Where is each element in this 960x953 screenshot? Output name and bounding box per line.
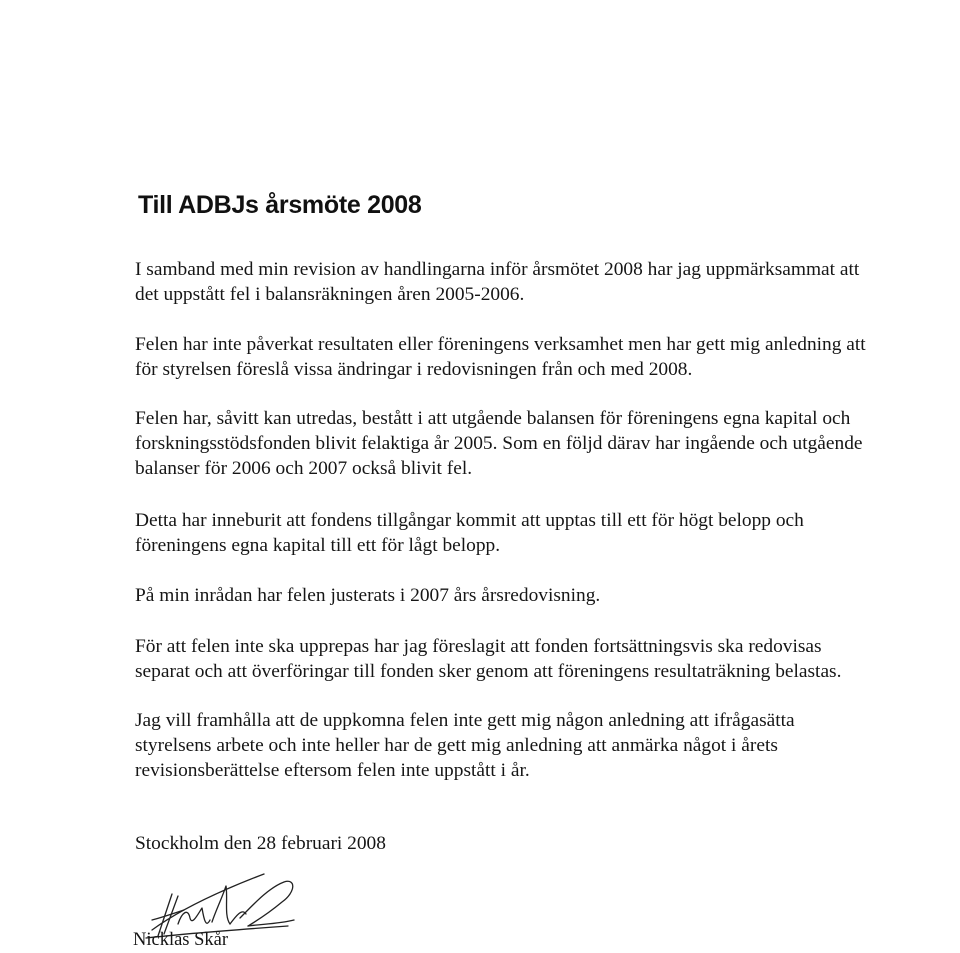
- paragraph-line: Felen har inte påverkat resultaten eller föreningens verksamhet men har gett mig anledning att: [135, 334, 866, 355]
- paragraph-line: I samband med min revision av handlingarna inför årsmötet 2008 har jag uppmärksammat att: [135, 259, 860, 280]
- paragraph-line: Detta har inneburit att fondens tillgångar kommit att upptas till ett för högt belopp och: [135, 510, 804, 531]
- paragraph-line: För att felen inte ska upprepas har jag föreslagit att fonden fortsättningsvis ska redovisas: [135, 636, 822, 657]
- paragraph-line: för styrelsen föreslå vissa ändringar i redovisningen från och med 2008.: [135, 359, 693, 380]
- paragraph-line: Felen har, såvitt kan utredas, bestått i att utgående balansen för föreningens egna kapital och: [135, 408, 851, 429]
- paragraph-line: revisionsberättelse eftersom felen inte uppstått i år.: [135, 760, 530, 781]
- paragraph-line: forskningsstödsfonden blivit felaktiga år 2005. Som en följd därav har ingående och utgående: [135, 433, 863, 454]
- paragraph-6: [135, 634, 945, 684]
- paragraph-4: [135, 508, 945, 558]
- paragraph-7: [135, 708, 945, 783]
- paragraph-line: styrelsens arbete och inte heller har de gett mig anledning att anmärka något i årets: [135, 735, 778, 756]
- paragraph-5: [135, 583, 945, 608]
- paragraph-1: [135, 257, 945, 307]
- paragraph-line: föreningens egna kapital till ett för lågt belopp.: [135, 535, 501, 556]
- paragraph-line: det uppstått fel i balansräkningen åren 2005-2006.: [135, 284, 525, 305]
- paragraph-line: separat och att överföringar till fonden sker genom att föreningens resultaträkning belastas.: [135, 661, 842, 682]
- document-title: Till ADBJs årsmöte 2008: [138, 191, 422, 219]
- place-and-date: Stockholm den 28 februari 2008: [135, 833, 386, 854]
- paragraph-2: [135, 332, 945, 382]
- signer-name: Nicklas Skår: [133, 930, 229, 950]
- paragraph-line: På min inrådan har felen justerats i 2007 års årsredovisning.: [135, 585, 601, 606]
- paragraph-3: [135, 406, 945, 481]
- paragraph-line: Jag vill framhålla att de uppkomna felen inte gett mig någon anledning att ifrågasätta: [135, 710, 795, 731]
- paragraph-line: balanser för 2006 och 2007 också blivit fel.: [135, 458, 473, 479]
